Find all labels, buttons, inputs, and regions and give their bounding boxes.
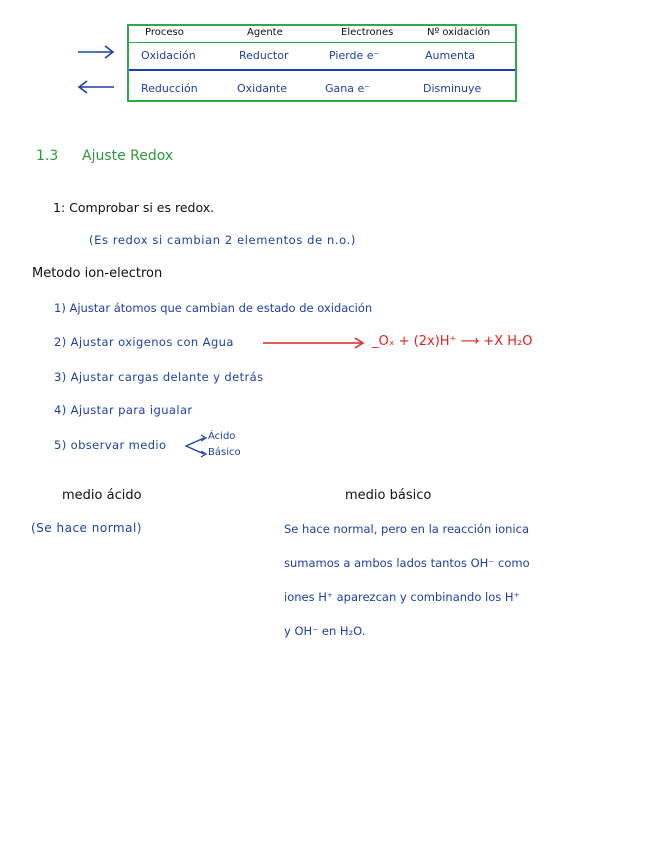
section-title: Ajuste Redox [82,148,174,164]
redox-table [127,24,517,102]
medio-option-acido: Ácido [208,431,236,442]
medio-option-basico: Básico [208,447,241,458]
branch-icon [182,433,208,459]
table-header: Nº oxidación [427,27,491,38]
table-header: Agente [247,27,283,38]
basic-line-2: sumamos a ambos lados tantos OH⁻ como [284,556,530,570]
table-cell: Reducción [141,82,198,95]
table-cell: Gana e⁻ [325,82,371,95]
table-divider [129,69,515,71]
step1-text: 1: Comprobar si es redox. [53,200,215,215]
method-step-5: 5) observar medio [54,438,167,452]
acid-text: (Se hace normal) [31,521,142,535]
basic-line-4: y OH⁻ en H₂O. [284,624,366,638]
table-cell: Oxidante [237,82,287,95]
method-step-1: 1) Ajustar átomos que cambian de estado de oxidación [54,301,373,315]
basic-line-3: iones H⁺ aparezcan y combinando los H⁺ [284,590,520,604]
left-arrow-icon [76,79,116,95]
right-arrow-icon [76,44,116,60]
red-arrow-icon [262,336,366,350]
method-step-2: 2) Ajustar oxigenos con Agua [54,335,234,349]
method-title: Metodo ion-electron [32,266,163,281]
table-cell: Pierde e⁻ [329,49,380,62]
table-header: Proceso [145,27,184,38]
table-cell: Disminuye [423,82,482,95]
step1-note: (Es redox si cambian 2 elementos de n.o.) [89,233,356,247]
oxygen-equation: _Oₓ + (2x)H⁺ ⟶ +X H₂O [372,334,533,349]
section-number: 1.3 [36,148,59,164]
method-step-4: 4) Ajustar para igualar [54,403,193,417]
table-cell: Oxidación [141,49,196,62]
basic-title: medio básico [345,488,432,503]
acid-title: medio ácido [62,488,142,503]
table-divider [129,42,515,43]
table-cell: Aumenta [425,49,476,62]
method-step-3: 3) Ajustar cargas delante y detrás [54,370,264,384]
table-cell: Reductor [239,49,289,62]
basic-line-1: Se hace normal, pero en la reacción ionica [284,522,529,536]
table-header: Electrones [341,27,394,38]
